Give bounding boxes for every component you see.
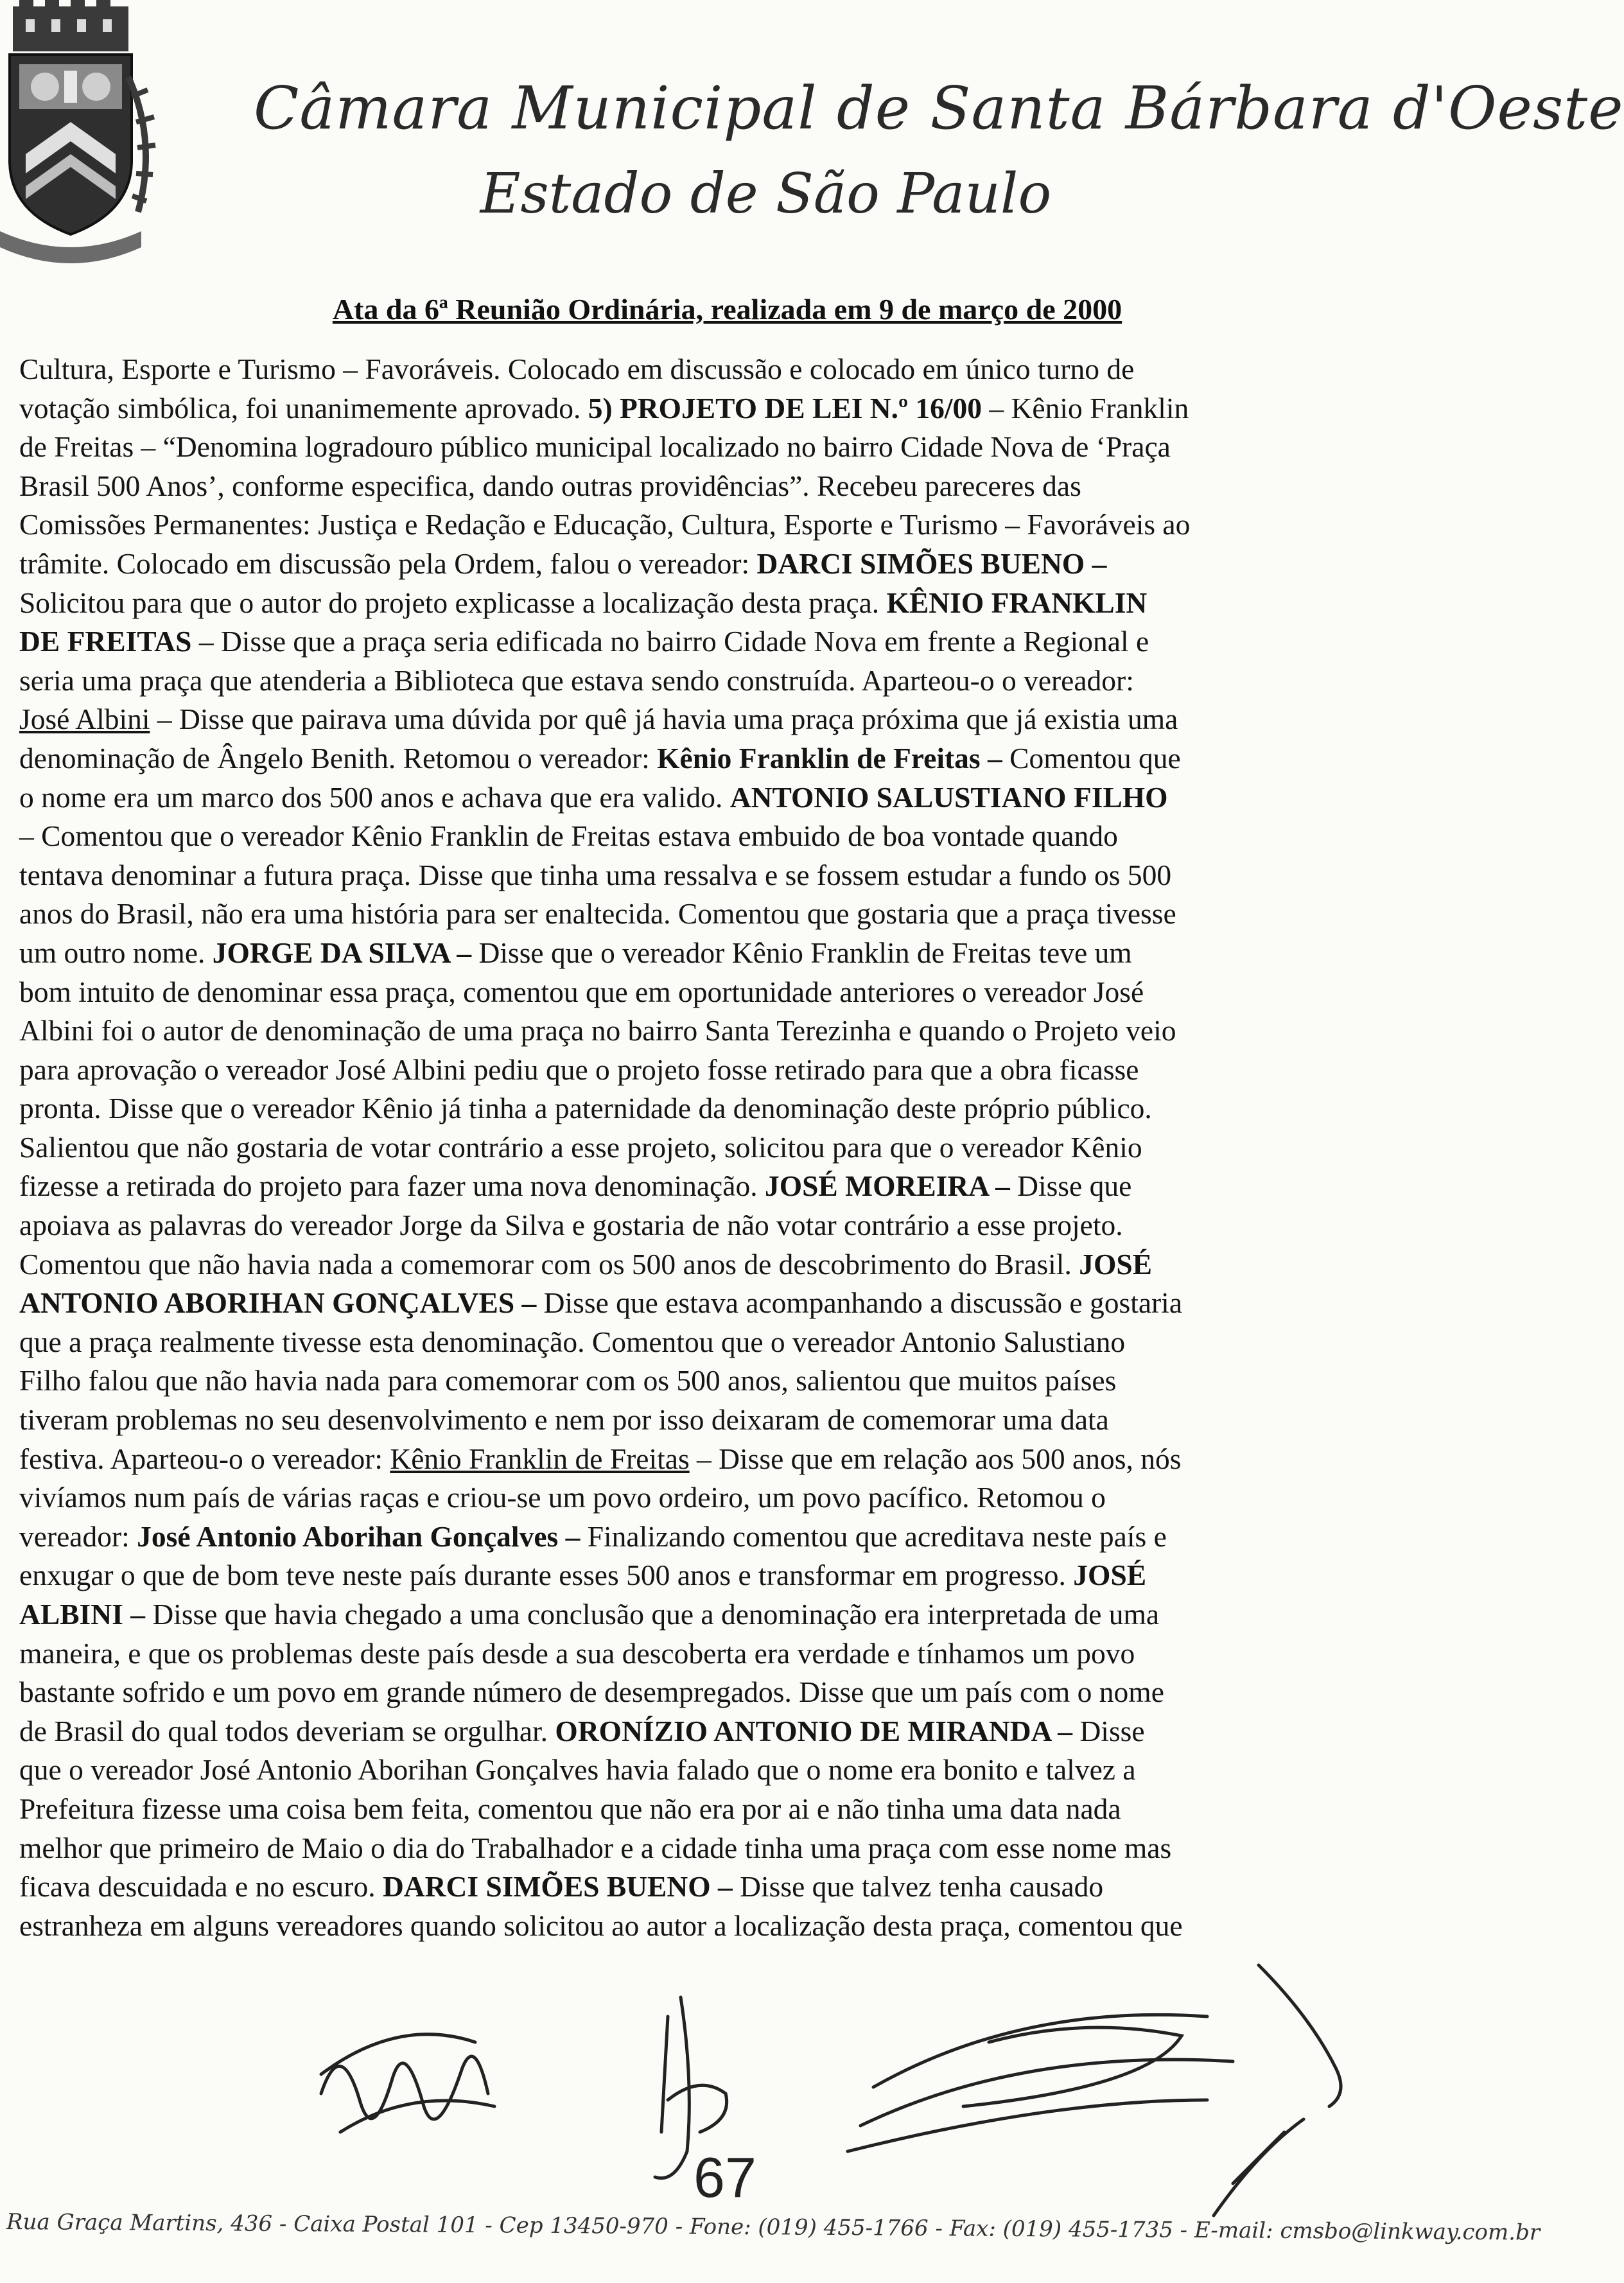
text-line bbox=[19, 467, 1310, 506]
text-line bbox=[19, 1478, 1310, 1518]
letterhead-line-2: Estado de São Paulo bbox=[480, 162, 1052, 226]
aparte-name: José Albini bbox=[19, 703, 150, 736]
page-number: 67 bbox=[694, 2146, 756, 2209]
text-segment: apoiava as palavras do vereador Jorge da Silva e gostaria de não votar contrário a esse projeto. bbox=[19, 1209, 1123, 1242]
text-line bbox=[19, 1751, 1310, 1790]
aparte-name: Kênio Franklin de Freitas bbox=[390, 1442, 690, 1475]
speaker-name: Kênio Franklin de Freitas – bbox=[657, 741, 1002, 774]
text-line bbox=[19, 778, 1310, 818]
text-line bbox=[19, 428, 1310, 467]
text-line bbox=[19, 545, 1310, 584]
text-segment: Albini foi o autor de denominação de uma praça no bairro Santa Terezinha e quando o Projeto veio bbox=[19, 1014, 1176, 1047]
text-segment: Finalizando comentou que acreditava neste país e bbox=[580, 1519, 1167, 1553]
text-segment: vivíamos num país de várias raças e criou-se um povo ordeiro, um povo pacífico. Retomou o bbox=[19, 1481, 1106, 1514]
speaker-name: José Antonio Aborihan Gonçalves – bbox=[137, 1519, 581, 1553]
text-segment: que a praça realmente tivesse esta denominação. Comentou que o vereador Antonio Salustiano bbox=[19, 1325, 1126, 1358]
text-line bbox=[19, 1790, 1310, 1829]
text-line bbox=[19, 1206, 1310, 1245]
text-line bbox=[19, 1829, 1310, 1868]
text-segment: votação simbólica, foi unanimemente aprovado. bbox=[19, 391, 588, 424]
speaker-name: DE FREITAS bbox=[19, 625, 192, 658]
text-line bbox=[19, 1595, 1310, 1634]
text-segment: bom intuito de denominar essa praça, comentou que em oportunidade anteriores o vereador José bbox=[19, 975, 1144, 1008]
text-line bbox=[19, 739, 1310, 778]
text-segment: enxugar o que de bom teve neste país durante esses 500 anos e transformar em progresso. bbox=[19, 1559, 1074, 1592]
speaker-name: JOSÉ bbox=[1079, 1247, 1152, 1281]
text-segment: de Brasil do qual todos deveriam se orgulhar. bbox=[19, 1714, 555, 1747]
text-line bbox=[19, 1868, 1310, 1907]
text-line bbox=[19, 1440, 1310, 1479]
signature-4 bbox=[1214, 1965, 1341, 2216]
text-segment: tentava denominar a futura praça. Disse que tinha uma ressalva e se fossem estudar a fundo os 500 bbox=[19, 858, 1172, 891]
speaker-name: JORGE DA SILVA – bbox=[212, 936, 472, 969]
text-segment: Comissões Permanentes: Justiça e Redação e Educação, Cultura, Esporte e Turismo – Favoráveis ao bbox=[19, 508, 1191, 541]
text-line bbox=[19, 1245, 1310, 1284]
text-segment: festiva. Aparteou-o o vereador: bbox=[19, 1442, 390, 1475]
text-line bbox=[19, 1518, 1310, 1557]
text-line bbox=[19, 1556, 1310, 1595]
letterhead-footer: Rua Graça Martins, 436 - Caixa Postal 101 - Cep 13450-970 - Fone: (019) 455-1766 - Fax: (019) 455-1735 - E-mail: cmsbo@linkway.com.br bbox=[6, 2209, 1541, 2246]
text-segment: o nome era um marco dos 500 anos e achava que era valido. bbox=[19, 780, 730, 814]
signature-1 bbox=[321, 2034, 494, 2132]
speaker-name: KÊNIO FRANKLIN bbox=[886, 586, 1148, 619]
text-segment: Comentou que não havia nada a comemorar com os 500 anos de descobrimento do Brasil. bbox=[19, 1247, 1079, 1281]
text-segment: fizesse a retirada do projeto para fazer uma nova denominação. bbox=[19, 1169, 765, 1203]
speaker-name: JOSÉ MOREIRA – bbox=[764, 1169, 1010, 1203]
text-segment: pronta. Disse que o vereador Kênio já tinha a paternidade da denominação deste próprio público. bbox=[19, 1092, 1152, 1125]
text-segment: anos do Brasil, não era uma história para ser enaltecida. Comentou que gostaria que a praça tivesse bbox=[19, 897, 1176, 931]
text-segment: – Kênio Franklin bbox=[982, 391, 1189, 424]
text-segment: bastante sofrido e um povo em grande número de desempregados. Disse que um país com o nome bbox=[19, 1675, 1164, 1709]
text-line bbox=[19, 973, 1310, 1012]
text-line bbox=[19, 934, 1310, 973]
text-segment: Disse que talvez tenha causado bbox=[732, 1870, 1104, 1903]
text-line bbox=[19, 1089, 1310, 1128]
speaker-name: JOSÉ bbox=[1073, 1559, 1147, 1592]
document-title: Ata da 6ª Reunião Ordinária, realizada em 9 de março de 2000 bbox=[332, 293, 1122, 326]
text-segment: Prefeitura fizesse uma coisa bem feita, comentou que não era por ai e não tinha uma data nada bbox=[19, 1792, 1121, 1825]
text-segment: maneira, e que os problemas deste país desde a sua descoberta era verdade e tínhamos um povo bbox=[19, 1636, 1135, 1670]
text-line bbox=[19, 817, 1310, 856]
text-segment: melhor que primeiro de Maio o dia do Trabalhador e a cidade tinha uma praça com esse nome mas bbox=[19, 1831, 1172, 1864]
text-segment: Filho falou que não havia nada para comemorar com os 500 anos, salientou que muitos países bbox=[19, 1364, 1117, 1397]
text-line bbox=[19, 895, 1310, 934]
speaker-name: ANTONIO SALUSTIANO FILHO bbox=[729, 780, 1168, 814]
text-segment: Salientou que não gostaria de votar contrário a esse projeto, solicitou para que o vereador Kênio bbox=[19, 1130, 1142, 1164]
text-segment: Cultura, Esporte e Turismo – Favoráveis. Colocado em discussão e colocado em único turno de bbox=[19, 353, 1135, 385]
text-segment: Disse que bbox=[1009, 1169, 1132, 1203]
text-line bbox=[19, 1011, 1310, 1051]
text-segment: vereador: bbox=[19, 1519, 137, 1553]
signature-3 bbox=[848, 2015, 1233, 2151]
text-line bbox=[19, 1167, 1310, 1206]
coat-of-arms-icon bbox=[0, 0, 161, 270]
minutes-body-text bbox=[19, 350, 1310, 1945]
text-segment: Comentou que bbox=[1002, 741, 1181, 774]
text-line bbox=[19, 856, 1310, 895]
text-line bbox=[19, 389, 1310, 428]
speaker-name: 5) PROJETO DE LEI N.º 16/00 bbox=[588, 391, 982, 424]
text-segment: Disse bbox=[1072, 1714, 1145, 1747]
speaker-name: ORONÍZIO ANTONIO DE MIRANDA – bbox=[555, 1714, 1073, 1747]
text-segment: – Disse que a praça seria edificada no bairro Cidade Nova em frente a Regional e bbox=[191, 625, 1149, 658]
text-segment: Disse que havia chegado a uma conclusão que a denominação era interpretada de uma bbox=[144, 1598, 1160, 1631]
text-segment: – Comentou que o vereador Kênio Franklin de Freitas estava embuido de boa vontade quando bbox=[19, 819, 1118, 853]
text-segment: Solicitou para que o autor do projeto explicasse a localização desta praça. bbox=[19, 586, 887, 619]
text-segment: para aprovação o vereador José Albini pediu que o projeto fosse retirado para que a obra ficasse bbox=[19, 1053, 1139, 1086]
text-line bbox=[19, 350, 1310, 389]
text-segment: denominação de Ângelo Benith. Retomou o vereador: bbox=[19, 741, 658, 774]
text-line bbox=[19, 661, 1310, 701]
signatures-area bbox=[283, 1939, 1438, 2216]
text-line bbox=[19, 1284, 1310, 1323]
speaker-name: ANTONIO ABORIHAN GONÇALVES – bbox=[19, 1286, 537, 1320]
text-line bbox=[19, 700, 1310, 739]
text-line bbox=[19, 505, 1310, 545]
text-line bbox=[19, 1634, 1310, 1674]
text-segment: – Disse que em relação aos 500 anos, nós bbox=[689, 1442, 1182, 1475]
text-segment: Disse que estava acompanhando a discussão e gostaria bbox=[536, 1286, 1183, 1320]
text-segment: trâmite. Colocado em discussão pela Ordem, falou o vereador: bbox=[19, 547, 757, 580]
speaker-name: DARCI SIMÕES BUENO – bbox=[382, 1870, 733, 1903]
speaker-name: ALBINI – bbox=[19, 1598, 145, 1631]
text-line bbox=[19, 1051, 1310, 1090]
text-segment: estranheza em alguns vereadores quando solicitou ao autor a localização desta praça, comentou que bbox=[19, 1909, 1183, 1942]
text-segment: um outro nome. bbox=[19, 936, 213, 969]
speaker-name: DARCI SIMÕES BUENO – bbox=[756, 547, 1107, 580]
text-line bbox=[19, 1401, 1310, 1440]
text-line bbox=[19, 1712, 1310, 1751]
text-segment: seria uma praça que atenderia a Biblioteca que estava sendo construída. Aparteou-o o vereador: bbox=[19, 663, 1134, 697]
text-segment: Disse que o vereador Kênio Franklin de Freitas teve um bbox=[471, 936, 1132, 969]
text-line bbox=[19, 1128, 1310, 1168]
text-segment: ficava descuidada e no escuro. bbox=[19, 1870, 383, 1903]
letterhead-line-1: Câmara Municipal de Santa Bárbara d'Oeste bbox=[254, 74, 1624, 143]
text-segment: tiveram problemas no seu desenvolvimento e nem por isso deixaram de comemorar uma data bbox=[19, 1403, 1109, 1437]
text-segment: de Freitas – “Denomina logradouro público municipal localizado no bairro Cidade Nova de ‘Praça bbox=[19, 430, 1171, 464]
text-line bbox=[19, 584, 1310, 623]
text-segment: que o vereador José Antonio Aborihan Gonçalves havia falado que o nome era bonito e talvez a bbox=[19, 1753, 1136, 1787]
text-line bbox=[19, 1323, 1310, 1362]
text-segment: – Disse que pairava uma dúvida por quê já havia uma praça próxima que já existia uma bbox=[150, 703, 1178, 736]
text-segment: Brasil 500 Anos’, conforme especifica, dando outras providências”. Recebeu pareceres das bbox=[19, 469, 1081, 502]
text-line bbox=[19, 1361, 1310, 1401]
text-line bbox=[19, 1673, 1310, 1712]
text-line bbox=[19, 622, 1310, 661]
